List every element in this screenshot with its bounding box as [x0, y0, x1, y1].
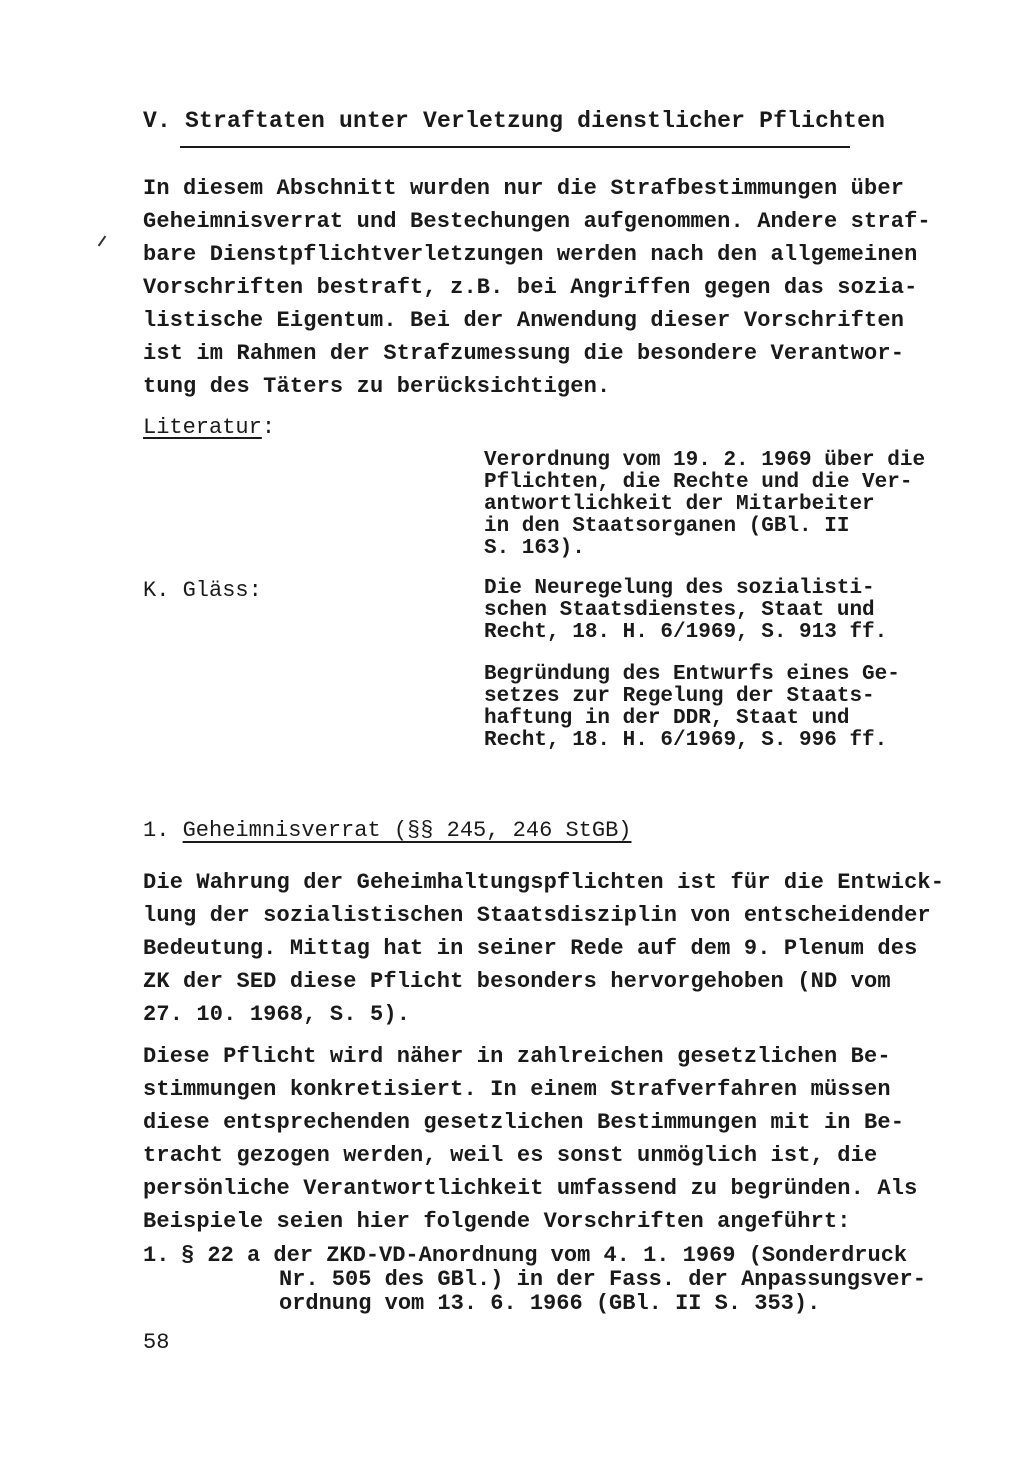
intro-paragraph — [143, 172, 931, 403]
list-item-first-line: § 22 a der ZKD-VD-Anordnung vom 4. 1. 1969 (Sonderdruck — [181, 1243, 908, 1268]
reference-line: Pflichten, die Rechte und die Ver- — [484, 471, 913, 494]
text-line: tung des Täters zu berücksichtigen. — [143, 374, 611, 399]
text-line: Bedeutung. Mittag hat in seiner Rede auf dem 9. Plenum des — [143, 936, 918, 961]
text-line: bare Dienstpflichtverletzungen werden nach den allgemeinen — [143, 242, 918, 267]
text-line: 27. 10. 1968, S. 5). — [143, 1002, 411, 1027]
text-line: Beispiele seien hier folgende Vorschriften angeführt: — [143, 1209, 851, 1234]
text-line: tracht gezogen werden, weil es sonst unmöglich ist, die — [143, 1143, 878, 1168]
reference-line: Recht, 18. H. 6/1969, S. 996 ff. — [484, 729, 888, 752]
reference-line: Die Neuregelung des sozialisti- — [484, 577, 875, 600]
text-line: Die Wahrung der Geheimhaltungspflichten ist für die Entwick- — [143, 870, 945, 895]
text-line: Geheimnisverrat und Bestechungen aufgenommen. Andere straf- — [143, 209, 931, 234]
reference-line: in den Staatsorganen (GBl. II — [484, 515, 850, 538]
literature-label-text: Literatur — [143, 415, 262, 440]
reference-line: Recht, 18. H. 6/1969, S. 913 ff. — [484, 621, 888, 644]
text-line: In diesem Abschnitt wurden nur die Strafbestimmungen über — [143, 176, 905, 201]
text-line: ist im Rahmen der Strafzumessung die besondere Verantwor- — [143, 341, 905, 366]
section-number: 1. — [143, 818, 170, 843]
text-line: stimmungen konkretisiert. In einem Strafverfahren müssen — [143, 1077, 891, 1102]
list-item-continuation: Nr. 505 des GBl.) in der Fass. der Anpassungsver- — [279, 1267, 926, 1292]
section-paragraph — [143, 1040, 917, 1238]
reference-entry — [484, 450, 925, 560]
text-line: Vorschriften bestraft, z.B. bei Angriffen gegen das sozia- — [143, 275, 918, 300]
margin-pen-mark — [98, 236, 107, 247]
list-item-continuation: ordnung vom 13. 6. 1966 (GBl. II S. 353). — [279, 1291, 821, 1316]
reference-line: Begründung des Entwurfs eines Ge- — [484, 663, 900, 686]
heading-underline — [180, 146, 850, 148]
section-heading — [143, 818, 631, 843]
section-paragraph — [143, 866, 944, 1031]
reference-line: haftung in der DDR, Staat und — [484, 707, 850, 730]
text-line: Diese Pflicht wird näher in zahlreichen gesetzlichen Be- — [143, 1044, 891, 1069]
text-line: lung der sozialistischen Staatsdisziplin von entscheidender — [143, 903, 931, 928]
literature-label-colon: : — [261, 415, 276, 440]
text-line: diese entsprechenden gesetzlichen Bestimmungen mit in Be- — [143, 1110, 905, 1135]
reference-entry — [484, 578, 887, 644]
text-line: listische Eigentum. Bei der Anwendung dieser Vorschriften — [143, 308, 905, 333]
reference-line: antwortlichkeit der Mitarbeiter — [484, 493, 875, 516]
page-number: 58 — [143, 1330, 170, 1355]
reference-line: S. 163). — [484, 537, 585, 560]
reference-line: setzes zur Regelung der Staats- — [484, 685, 875, 708]
reference-entry — [484, 664, 900, 752]
text-line: persönliche Verantwortlichkeit umfassend zu begründen. Als — [143, 1176, 918, 1201]
reference-line: schen Staatsdienstes, Staat und — [484, 599, 875, 622]
section-title: Geheimnisverrat (§§ 245, 246 StGB) — [182, 818, 632, 843]
list-item-number: 1. — [143, 1243, 170, 1268]
chapter-heading: V. Straftaten unter Verletzung dienstlicher Pflichten — [143, 108, 886, 134]
text-line: ZK der SED diese Pflicht besonders hervorgehoben (ND vom — [143, 969, 891, 994]
literature-label — [143, 415, 275, 440]
reference-author: K. Gläss: — [143, 578, 262, 603]
reference-line: Verordnung vom 19. 2. 1969 über die — [484, 449, 926, 472]
